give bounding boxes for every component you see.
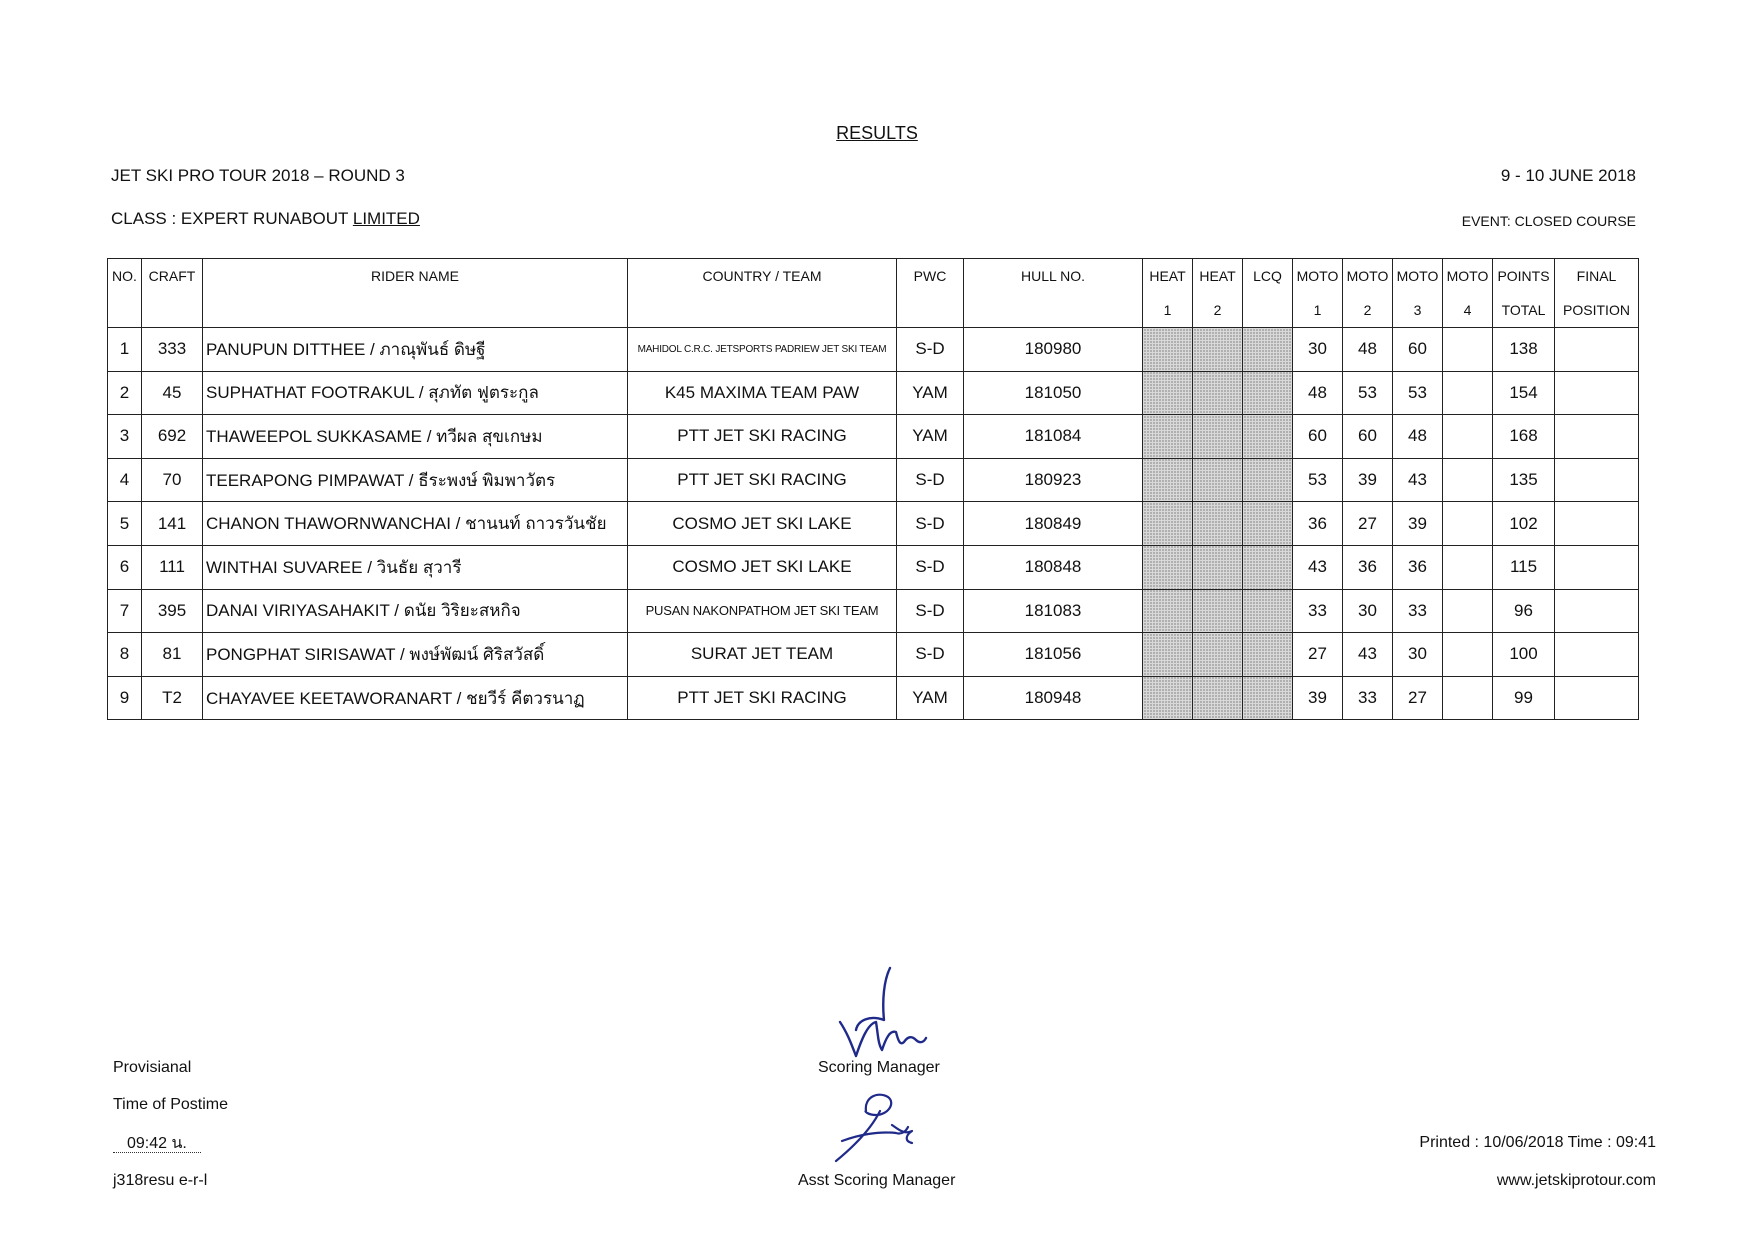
- cell-final-position: [1555, 328, 1639, 372]
- header-moto-3: MOTO 3: [1393, 259, 1443, 328]
- cell-rider: TEERAPONG PIMPAWAT / ธีระพงษ์ พิมพาวัตร: [203, 458, 628, 502]
- cell-points-total: 154: [1493, 371, 1555, 415]
- cell-pwc: YAM: [897, 415, 964, 459]
- cell-moto-2: 53: [1343, 371, 1393, 415]
- table-row: [108, 545, 1639, 589]
- cell-craft: T2: [142, 676, 203, 720]
- cell-hull: 181050: [964, 371, 1143, 415]
- cell-final-position: [1555, 633, 1639, 677]
- cell-heat-2: [1193, 589, 1243, 633]
- table-row: [108, 589, 1639, 633]
- cell-team: PTT JET SKI RACING: [628, 676, 897, 720]
- cell-final-position: [1555, 676, 1639, 720]
- event-type: EVENT: CLOSED COURSE: [1461, 213, 1636, 229]
- cell-craft: 45: [142, 371, 203, 415]
- cell-moto-1: 39: [1293, 676, 1343, 720]
- cell-team: COSMO JET SKI LAKE: [628, 545, 897, 589]
- provisional-label: Provisianal: [113, 1059, 192, 1076]
- cell-team: K45 MAXIMA TEAM PAW: [628, 371, 897, 415]
- cell-moto-4: [1443, 633, 1493, 677]
- header-final-position: FINAL POSITION: [1555, 259, 1639, 328]
- cell-points-total: 115: [1493, 545, 1555, 589]
- cell-moto-2: 48: [1343, 328, 1393, 372]
- cell-hull: 180923: [964, 458, 1143, 502]
- cell-final-position: [1555, 502, 1639, 546]
- table-row: [108, 676, 1639, 720]
- cell-heat-1: [1143, 545, 1193, 589]
- asst-scoring-manager-signature: [822, 1085, 932, 1165]
- cell-no: 9: [108, 676, 142, 720]
- cell-points-total: 99: [1493, 676, 1555, 720]
- cell-heat-1: [1143, 676, 1193, 720]
- table-header-row: [108, 259, 1639, 328]
- cell-rider: CHANON THAWORNWANCHAI / ชานนท์ ถาวรวันชัย: [203, 502, 628, 546]
- header-hull-no: HULL NO.: [964, 259, 1143, 328]
- cell-heat-1: [1143, 458, 1193, 502]
- header-no: NO.: [108, 259, 142, 328]
- cell-no: 8: [108, 633, 142, 677]
- cell-heat-2: [1193, 502, 1243, 546]
- header-craft: CRAFT: [142, 259, 203, 328]
- cell-team: SURAT JET TEAM: [628, 633, 897, 677]
- website-link[interactable]: www.jetskiprotour.com: [1496, 1172, 1656, 1189]
- cell-moto-4: [1443, 328, 1493, 372]
- cell-rider: PONGPHAT SIRISAWAT / พงษ์พัฒน์ ศิริสวัสดิ์: [203, 633, 628, 677]
- cell-heat-2: [1193, 328, 1243, 372]
- cell-hull: 181056: [964, 633, 1143, 677]
- cell-heat-1: [1143, 589, 1193, 633]
- cell-craft: 692: [142, 415, 203, 459]
- cell-lcq: [1243, 458, 1293, 502]
- event-date: 9 - 10 JUNE 2018: [1500, 166, 1636, 185]
- cell-heat-1: [1143, 502, 1193, 546]
- cell-no: 2: [108, 371, 142, 415]
- class-limited: LIMITED: [352, 209, 420, 228]
- cell-craft: 395: [142, 589, 203, 633]
- cell-moto-1: 33: [1293, 589, 1343, 633]
- cell-moto-1: 60: [1293, 415, 1343, 459]
- header-points-total: POINTS TOTAL: [1493, 259, 1555, 328]
- scoring-manager-label: Scoring Manager: [818, 1059, 940, 1076]
- cell-no: 5: [108, 502, 142, 546]
- cell-hull: 180980: [964, 328, 1143, 372]
- cell-rider: CHAYAVEE KEETAWORANART / ชยวีร์ คีตวรนาฏ: [203, 676, 628, 720]
- cell-heat-2: [1193, 458, 1243, 502]
- cell-points-total: 96: [1493, 589, 1555, 633]
- cell-final-position: [1555, 545, 1639, 589]
- document-code: j318resu e-r-l: [113, 1172, 208, 1189]
- cell-lcq: [1243, 676, 1293, 720]
- table-row: [108, 371, 1639, 415]
- cell-moto-2: 33: [1343, 676, 1393, 720]
- cell-heat-1: [1143, 415, 1193, 459]
- event-name: JET SKI PRO TOUR 2018 – ROUND 3: [111, 166, 405, 185]
- cell-moto-4: [1443, 676, 1493, 720]
- cell-pwc: YAM: [897, 676, 964, 720]
- cell-moto-2: 27: [1343, 502, 1393, 546]
- header-moto-4: MOTO 4: [1443, 259, 1493, 328]
- cell-pwc: S-D: [897, 502, 964, 546]
- time-of-postime-value: 09:42 น.: [113, 1131, 201, 1156]
- cell-craft: 141: [142, 502, 203, 546]
- cell-moto-3: 39: [1393, 502, 1443, 546]
- cell-heat-1: [1143, 633, 1193, 677]
- cell-pwc: YAM: [897, 371, 964, 415]
- cell-hull: 180849: [964, 502, 1143, 546]
- cell-team: PTT JET SKI RACING: [628, 415, 897, 459]
- cell-pwc: S-D: [897, 633, 964, 677]
- cell-final-position: [1555, 589, 1639, 633]
- cell-heat-1: [1143, 371, 1193, 415]
- cell-moto-3: 43: [1393, 458, 1443, 502]
- cell-final-position: [1555, 371, 1639, 415]
- cell-moto-3: 30: [1393, 633, 1443, 677]
- cell-heat-2: [1193, 371, 1243, 415]
- cell-pwc: S-D: [897, 545, 964, 589]
- asst-scoring-manager-label: Asst Scoring Manager: [798, 1172, 956, 1189]
- cell-no: 7: [108, 589, 142, 633]
- cell-hull: 181083: [964, 589, 1143, 633]
- cell-moto-4: [1443, 589, 1493, 633]
- cell-moto-3: 53: [1393, 371, 1443, 415]
- cell-moto-3: 33: [1393, 589, 1443, 633]
- cell-moto-3: 48: [1393, 415, 1443, 459]
- cell-hull: 180948: [964, 676, 1143, 720]
- table-row: [108, 502, 1639, 546]
- cell-points-total: 138: [1493, 328, 1555, 372]
- table-row: [108, 633, 1639, 677]
- cell-craft: 333: [142, 328, 203, 372]
- header-heat-1: HEAT 1: [1143, 259, 1193, 328]
- cell-pwc: S-D: [897, 589, 964, 633]
- cell-moto-4: [1443, 545, 1493, 589]
- cell-lcq: [1243, 633, 1293, 677]
- header-heat-2: HEAT 2: [1193, 259, 1243, 328]
- page-title: RESULTS: [836, 123, 918, 143]
- header-moto-1: MOTO 1: [1293, 259, 1343, 328]
- cell-heat-1: [1143, 328, 1193, 372]
- cell-heat-2: [1193, 415, 1243, 459]
- cell-heat-2: [1193, 633, 1243, 677]
- cell-hull: 181084: [964, 415, 1143, 459]
- cell-team: MAHIDOL C.R.C. JETSPORTS PADRIEW JET SKI TEAM: [628, 328, 897, 372]
- cell-points-total: 168: [1493, 415, 1555, 459]
- cell-pwc: S-D: [897, 458, 964, 502]
- cell-no: 1: [108, 328, 142, 372]
- cell-moto-1: 53: [1293, 458, 1343, 502]
- cell-points-total: 135: [1493, 458, 1555, 502]
- cell-moto-1: 30: [1293, 328, 1343, 372]
- cell-moto-2: 60: [1343, 415, 1393, 459]
- cell-craft: 81: [142, 633, 203, 677]
- cell-hull: 180848: [964, 545, 1143, 589]
- header-moto-2: MOTO 2: [1343, 259, 1393, 328]
- cell-no: 4: [108, 458, 142, 502]
- cell-moto-4: [1443, 415, 1493, 459]
- time-of-postime-label: Time of Postime: [113, 1096, 228, 1113]
- cell-moto-3: 27: [1393, 676, 1443, 720]
- cell-craft: 111: [142, 545, 203, 589]
- cell-moto-4: [1443, 502, 1493, 546]
- cell-points-total: 100: [1493, 633, 1555, 677]
- cell-moto-1: 27: [1293, 633, 1343, 677]
- header-rider-name: RIDER NAME: [203, 259, 628, 328]
- cell-moto-2: 30: [1343, 589, 1393, 633]
- cell-moto-1: 48: [1293, 371, 1343, 415]
- cell-lcq: [1243, 328, 1293, 372]
- cell-rider: PANUPUN DITTHEE / ภาณุพันธ์ ดิษฐี: [203, 328, 628, 372]
- cell-moto-2: 43: [1343, 633, 1393, 677]
- cell-team: PTT JET SKI RACING: [628, 458, 897, 502]
- cell-lcq: [1243, 545, 1293, 589]
- cell-moto-2: 39: [1343, 458, 1393, 502]
- cell-team: COSMO JET SKI LAKE: [628, 502, 897, 546]
- cell-final-position: [1555, 415, 1639, 459]
- cell-lcq: [1243, 589, 1293, 633]
- cell-points-total: 102: [1493, 502, 1555, 546]
- cell-no: 3: [108, 415, 142, 459]
- results-table: [107, 258, 1639, 720]
- cell-moto-3: 36: [1393, 545, 1443, 589]
- cell-moto-4: [1443, 458, 1493, 502]
- cell-moto-1: 36: [1293, 502, 1343, 546]
- header-pwc: PWC: [897, 259, 964, 328]
- scoring-manager-signature: [822, 960, 932, 1060]
- table-row: [108, 458, 1639, 502]
- printed-timestamp: Printed : 10/06/2018 Time : 09:41: [1419, 1134, 1656, 1151]
- class-line: [111, 209, 420, 229]
- cell-rider: WINTHAI SUVAREE / วินธัย สุวารี: [203, 545, 628, 589]
- cell-heat-2: [1193, 676, 1243, 720]
- cell-moto-1: 43: [1293, 545, 1343, 589]
- cell-lcq: [1243, 371, 1293, 415]
- cell-moto-2: 36: [1343, 545, 1393, 589]
- cell-team: PUSAN NAKONPATHOM JET SKI TEAM: [628, 589, 897, 633]
- cell-lcq: [1243, 415, 1293, 459]
- cell-heat-2: [1193, 545, 1243, 589]
- cell-rider: THAWEEPOL SUKKASAME / ทวีผล สุขเกษม: [203, 415, 628, 459]
- table-row: [108, 415, 1639, 459]
- cell-rider: DANAI VIRIYASAHAKIT / ดนัย วิริยะสหกิจ: [203, 589, 628, 633]
- cell-moto-3: 60: [1393, 328, 1443, 372]
- cell-no: 6: [108, 545, 142, 589]
- cell-lcq: [1243, 502, 1293, 546]
- cell-pwc: S-D: [897, 328, 964, 372]
- header-country-team: COUNTRY / TEAM: [628, 259, 897, 328]
- table-row: [108, 328, 1639, 372]
- class-prefix: CLASS : EXPERT RUNABOUT: [111, 209, 353, 228]
- cell-final-position: [1555, 458, 1639, 502]
- cell-moto-4: [1443, 371, 1493, 415]
- cell-craft: 70: [142, 458, 203, 502]
- cell-rider: SUPHATHAT FOOTRAKUL / สุภทัต ฟูตระกูล: [203, 371, 628, 415]
- header-lcq: LCQ: [1243, 259, 1293, 328]
